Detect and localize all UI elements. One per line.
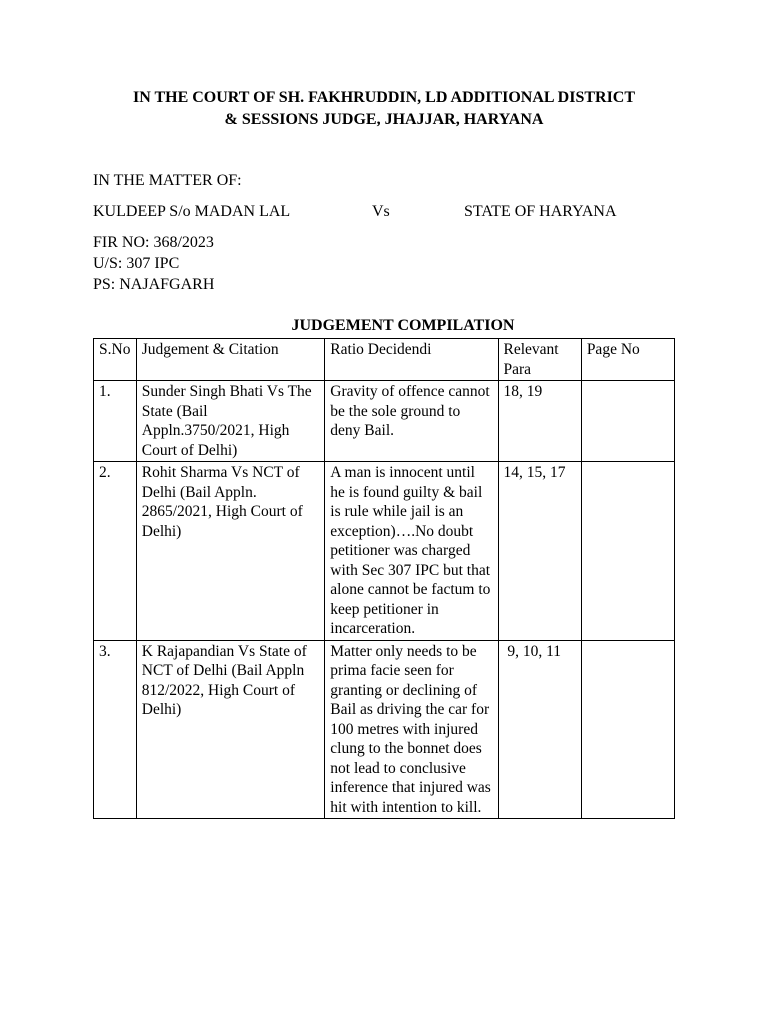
versus-label: Vs [372,203,390,220]
cell-page [581,381,674,462]
column-header-judgement: Judgement & Citation [136,339,325,381]
fir-number: FIR NO: 368/2023 [93,234,214,251]
judgement-table [93,338,675,819]
table-row [94,640,675,819]
table-row [94,462,675,641]
table-header-row [94,339,675,381]
cell-para: 14, 15, 17 [498,462,581,641]
cell-ratio: A man is innocent until he is found guilty & bail is rule while jail is an exception)….No doubt petitioner was charged with Sec 307 IPC but that alone cannot be factum to keep petitioner in incarceration. [325,462,498,641]
matter-label: IN THE MATTER OF: [93,172,242,189]
table-row [94,381,675,462]
column-header-para: Relevant Para [498,339,581,381]
court-heading [70,87,698,131]
cell-sno: 3. [94,640,137,819]
cell-para: 18, 19 [498,381,581,462]
cell-judgement: Sunder Singh Bhati Vs The State (Bail Appln.3750/2021, High Court of Delhi) [136,381,325,462]
police-station: PS: NAJAFGARH [93,276,215,293]
cell-ratio: Matter only needs to be prima facie seen for granting or declining of Bail as driving the car for 100 metres with injured clung to the bonnet does not lead to conclusive inference that injured was hit with intention to kill. [325,640,498,819]
cell-page [581,462,674,641]
respondent-name: STATE OF HARYANA [464,203,617,220]
section-line: U/S: 307 IPC [93,255,180,272]
petitioner-name: KULDEEP S/o MADAN LAL [93,203,291,220]
cell-ratio: Gravity of offence cannot be the sole ground to deny Bail. [325,381,498,462]
compilation-title: JUDGEMENT COMPILATION [291,317,515,334]
cell-para: 9, 10, 11 [498,640,581,819]
court-heading-line-2: & SESSIONS JUDGE, JHAJJAR, HARYANA [224,111,544,128]
column-header-sno: S.No [94,339,137,381]
cell-judgement: Rohit Sharma Vs NCT of Delhi (Bail Appln. 2865/2021, High Court of Delhi) [136,462,325,641]
column-header-page: Page No [581,339,674,381]
column-header-ratio: Ratio Decidendi [325,339,498,381]
cell-judgement: K Rajapandian Vs State of NCT of Delhi (Bail Appln 812/2022, High Court of Delhi) [136,640,325,819]
cell-sno: 1. [94,381,137,462]
cell-page [581,640,674,819]
court-heading-line-1: IN THE COURT OF SH. FAKHRUDDIN, LD ADDITIONAL DISTRICT [132,89,636,106]
cell-sno: 2. [94,462,137,641]
